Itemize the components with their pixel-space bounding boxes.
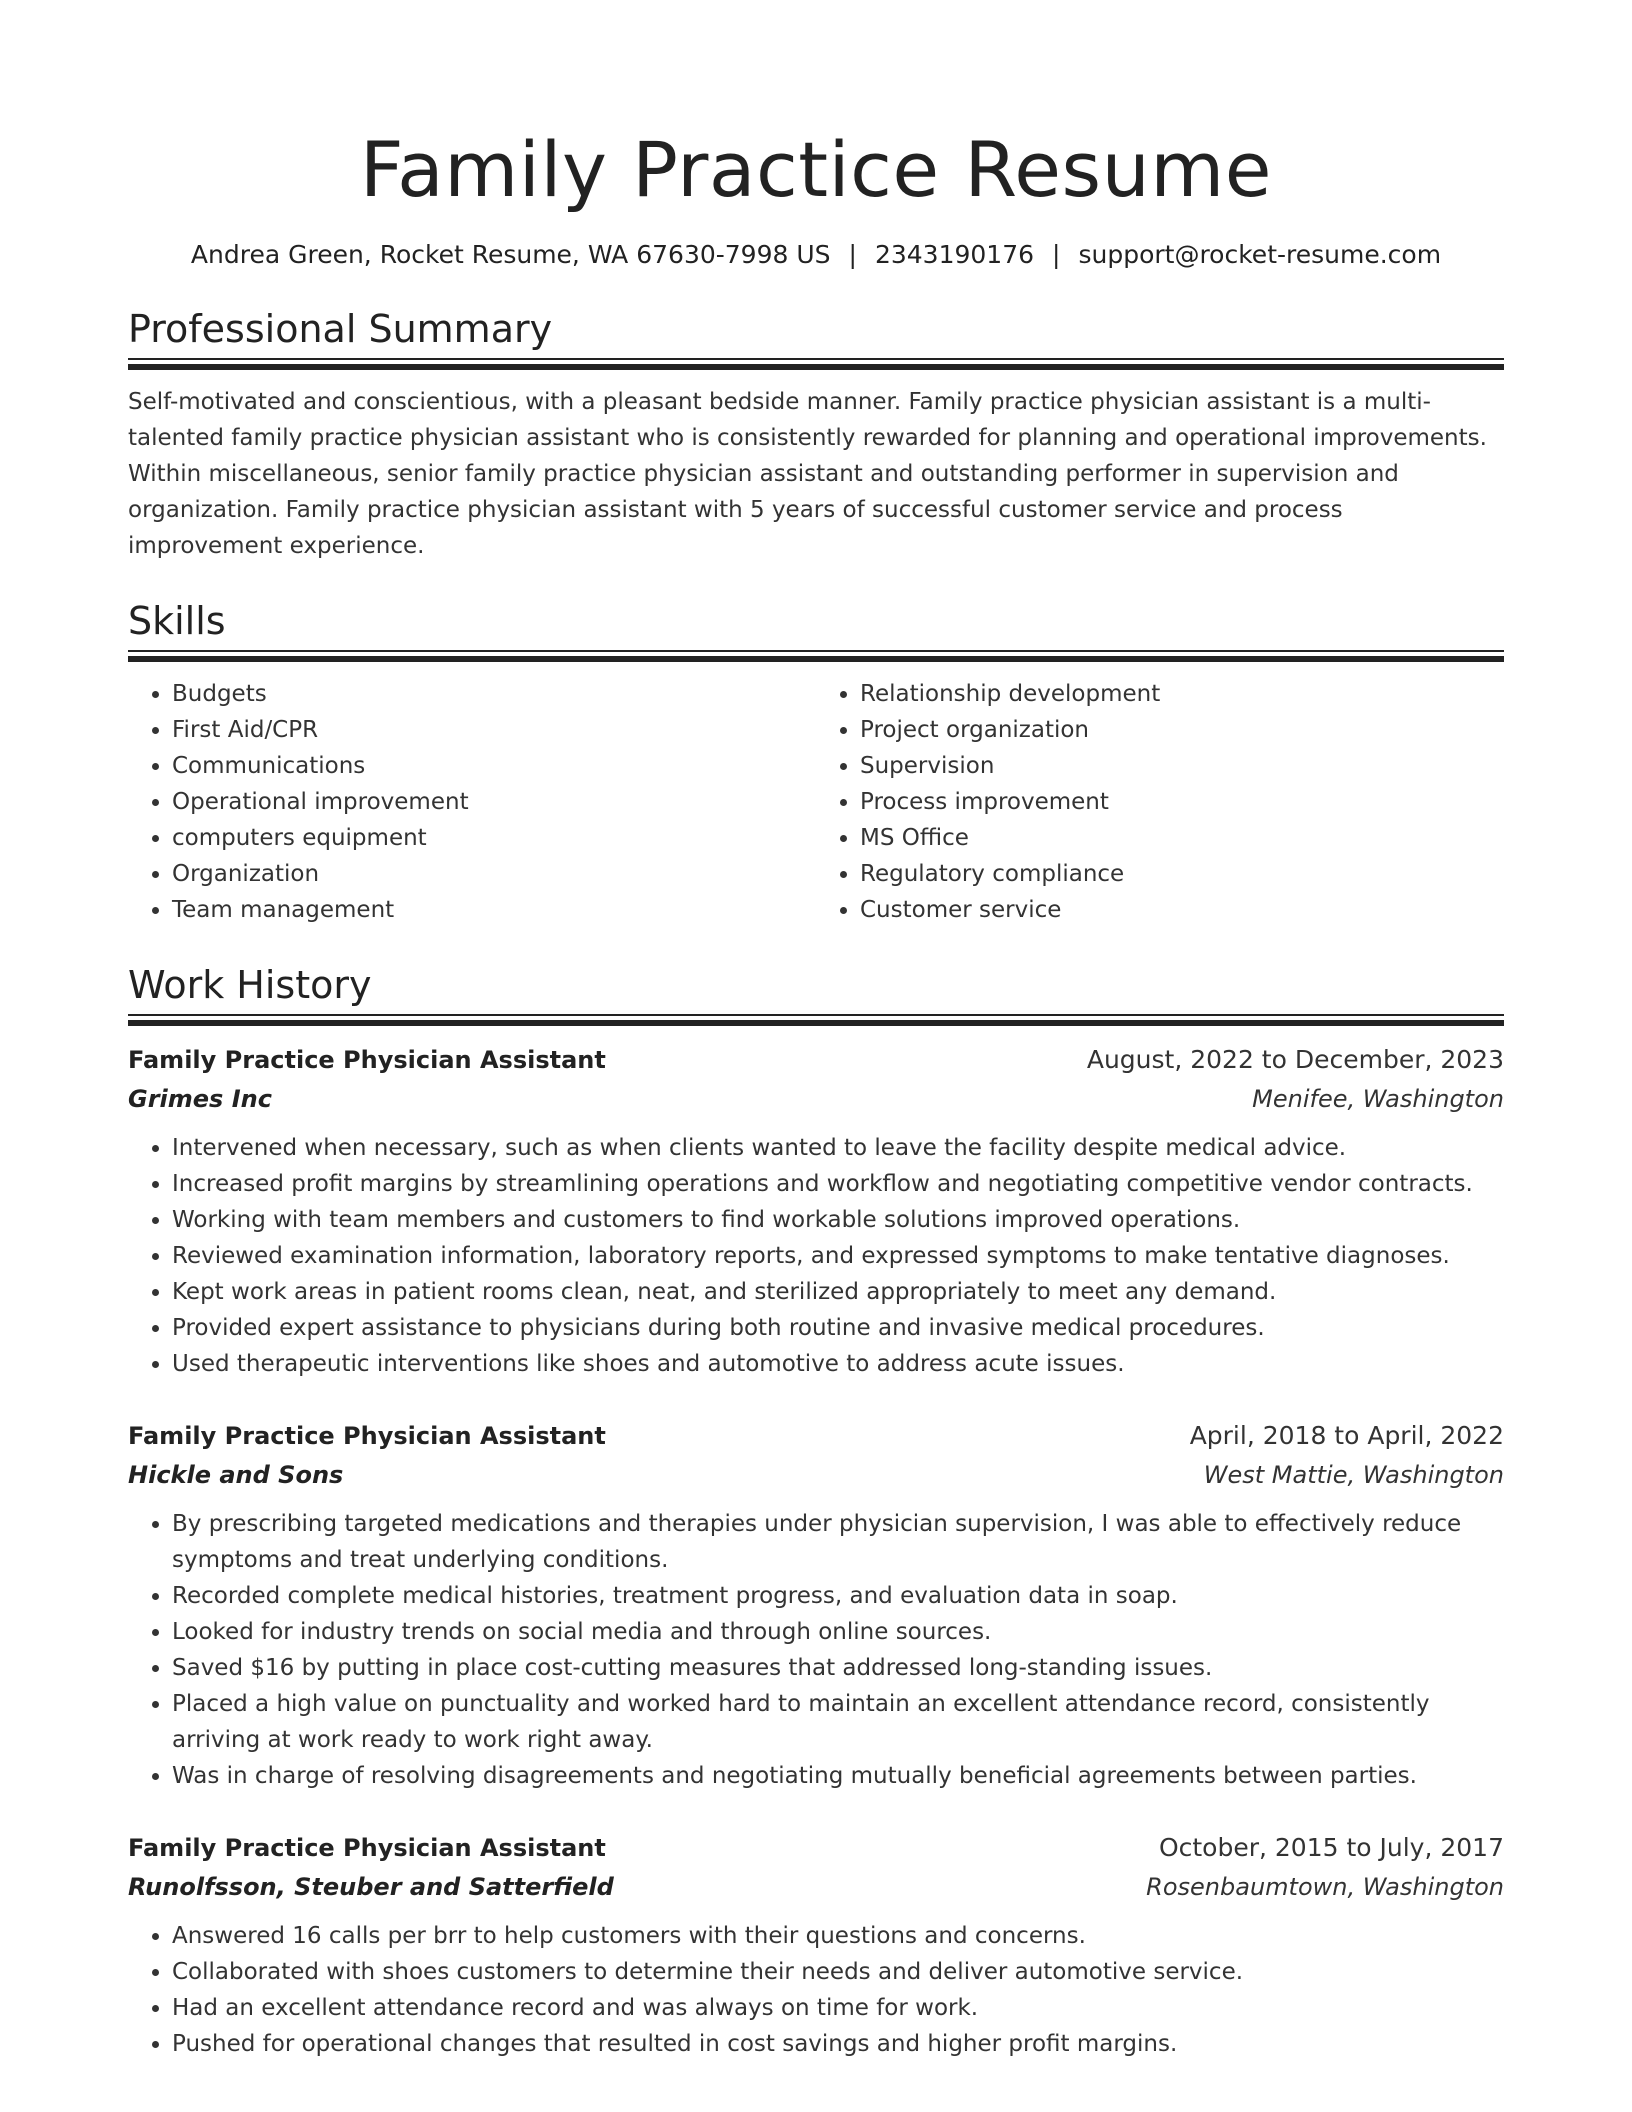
job-entry — [128, 1828, 1504, 2062]
job-location: Menifee, Washington — [1252, 1085, 1504, 1113]
job-dates: April, 2018 to April, 2022 — [1189, 1421, 1504, 1450]
job-bullet: • Kept work areas in patient rooms clean, neat, and sterilized appropriately to meet any demand. — [172, 1274, 1504, 1310]
skill-item: • Operational improvement — [172, 784, 816, 820]
job-location: Rosenbaumtown, Washington — [1146, 1873, 1504, 1901]
job-entry — [128, 1416, 1504, 1794]
job-title: Family Practice Physician Assistant — [128, 1046, 606, 1074]
job-title: Family Practice Physician Assistant — [128, 1422, 606, 1450]
summary-heading: Professional Summary — [128, 307, 553, 351]
skill-item: • Customer service — [860, 892, 1504, 928]
job-bullet: • Answered 16 calls per brr to help customers with their questions and concerns. — [172, 1918, 1504, 1954]
skills-list-right — [816, 676, 1504, 928]
section-divider — [128, 358, 1504, 370]
resume-title: Family Practice Resume — [359, 125, 1273, 214]
job-bullets — [128, 1130, 1504, 1382]
job-bullet: • Reviewed examination information, laboratory reports, and expressed symptoms to make tentative diagnoses. — [172, 1238, 1504, 1274]
job-bullet: • Working with team members and customers to find workable solutions improved operations. — [172, 1202, 1504, 1238]
job-entry — [128, 1040, 1504, 1382]
skills-section — [128, 598, 1504, 928]
job-bullet: • Recorded complete medical histories, treatment progress, and evaluation data in soap. — [172, 1578, 1504, 1614]
skill-item: • Communications — [172, 748, 816, 784]
job-bullet: • Pushed for operational changes that resulted in cost savings and higher profit margins. — [172, 2026, 1504, 2062]
skill-item: • Relationship development — [860, 676, 1504, 712]
job-bullet: • Saved $16 by putting in place cost-cutting measures that addressed long-standing issues. — [172, 1650, 1504, 1686]
job-company: Hickle and Sons — [128, 1461, 344, 1489]
job-bullet: • Had an excellent attendance record and was always on time for work. — [172, 1990, 1504, 2026]
contact-line — [128, 238, 1504, 272]
skill-item: • Supervision — [860, 748, 1504, 784]
job-bullet: • Collaborated with shoes customers to determine their needs and deliver automotive service. — [172, 1954, 1504, 1990]
skill-item: • Process improvement — [860, 784, 1504, 820]
skill-item: • Budgets — [172, 676, 816, 712]
job-company-row — [128, 1868, 1504, 1906]
contact-address: Andrea Green, Rocket Resume, WA 67630-7998 US — [190, 240, 831, 269]
job-bullet: • Looked for industry trends on social media and through online sources. — [172, 1614, 1504, 1650]
job-company-row — [128, 1080, 1504, 1118]
job-bullet: • Was in charge of resolving disagreements and negotiating mutually beneficial agreements between parties. — [172, 1758, 1504, 1794]
summary-text: Self-motivated and conscientious, with a pleasant bedside manner. Family practice physician assistant is a multi-talented family practice physician assistant who is consistently rewarded for planning and operational improvements. Within miscellaneous, senior family practice physician assistant and outstanding performer in supervision and organization. Family practice physician assistant with 5 years of successful customer service and process improvement experience. — [128, 389, 1487, 559]
job-dates: October, 2015 to July, 2017 — [1158, 1833, 1504, 1862]
job-company-row — [128, 1456, 1504, 1494]
contact-separator: | — [1052, 240, 1061, 269]
skill-item: • First Aid/CPR — [172, 712, 816, 748]
section-divider — [128, 1014, 1504, 1026]
job-header-row — [128, 1828, 1504, 1868]
summary-section — [128, 306, 1504, 564]
skill-item: • Organization — [172, 856, 816, 892]
job-header-row — [128, 1416, 1504, 1456]
job-bullet: • Increased profit margins by streamlining operations and workflow and negotiating competitive vendor contracts. — [172, 1166, 1504, 1202]
contact-separator: | — [848, 240, 857, 269]
job-bullet: • Used therapeutic interventions like shoes and automotive to address acute issues. — [172, 1346, 1504, 1382]
job-bullets — [128, 1918, 1504, 2062]
skills-heading: Skills — [128, 599, 226, 643]
section-divider — [128, 650, 1504, 662]
job-bullet: • By prescribing targeted medications and therapies under physician supervision, I was able to effectively reduce symptoms and treat underlying conditions. — [172, 1506, 1504, 1578]
skill-item: • Regulatory compliance — [860, 856, 1504, 892]
job-title: Family Practice Physician Assistant — [128, 1834, 606, 1862]
skill-item: • Team management — [172, 892, 816, 928]
skills-list-left — [128, 676, 816, 928]
job-header-row — [128, 1040, 1504, 1080]
job-company: Runolfsson, Steuber and Satterfield — [128, 1873, 614, 1901]
job-bullet: • Provided expert assistance to physicians during both routine and invasive medical procedures. — [172, 1310, 1504, 1346]
job-location: West Mattie, Washington — [1203, 1461, 1504, 1489]
job-bullets — [128, 1506, 1504, 1794]
job-bullet: • Placed a high value on punctuality and worked hard to maintain an excellent attendance record, consistently arriving at work ready to work right away. — [172, 1686, 1504, 1758]
job-company: Grimes Inc — [128, 1085, 272, 1113]
job-dates: August, 2022 to December, 2023 — [1086, 1045, 1504, 1074]
job-bullet: • Intervened when necessary, such as when clients wanted to leave the facility despite medical advice. — [172, 1130, 1504, 1166]
skill-item: • computers equipment — [172, 820, 816, 856]
skills-columns — [128, 676, 1504, 928]
skill-item: • Project organization — [860, 712, 1504, 748]
work-history-section — [128, 962, 1504, 2062]
skill-item: • MS Office — [860, 820, 1504, 856]
work-history-heading: Work History — [128, 963, 372, 1007]
contact-phone: 2343190176 — [874, 240, 1035, 269]
contact-email: support@rocket-resume.com — [1078, 240, 1442, 269]
